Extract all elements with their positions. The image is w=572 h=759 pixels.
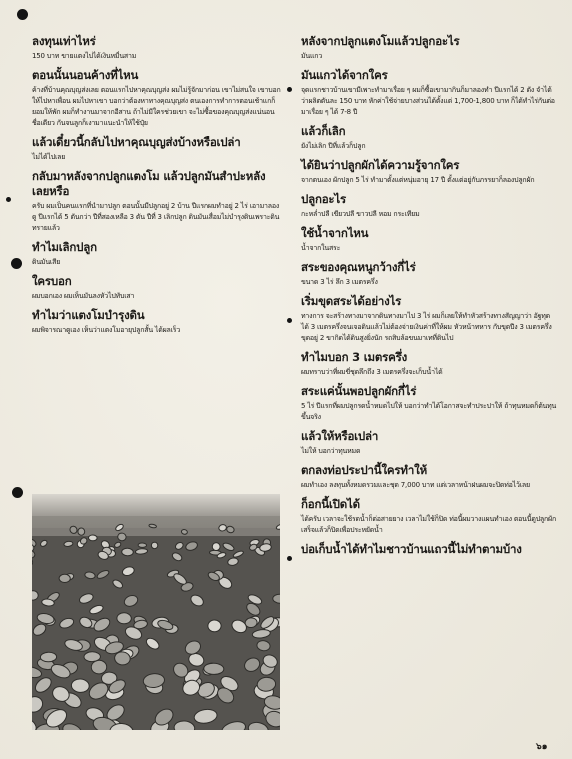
answer: กะหล่ำปลี เขียวปลี ขาวปลี หอม กระเทียม bbox=[301, 210, 420, 218]
qa-item bbox=[301, 463, 557, 491]
answer: ผมพิจารณาดูเอง เห็นว่าแตงโมอายุปลูกสั้น ได้ผลเร็ว bbox=[32, 326, 181, 334]
answer: ไม่ได้ไปเลย bbox=[32, 153, 66, 161]
qa-item bbox=[301, 226, 557, 254]
question: ใครบอก bbox=[32, 274, 72, 288]
leaf-shape bbox=[208, 620, 222, 632]
answer: ยังไม่เลิก ปีที่แล้วก็ปลูก bbox=[301, 142, 366, 150]
qa-item bbox=[301, 260, 557, 288]
qa-item bbox=[301, 542, 557, 557]
qa-item bbox=[301, 429, 557, 457]
question: ใช้น้ำจากไหน bbox=[301, 226, 369, 240]
leaf-shape bbox=[84, 652, 101, 662]
question: แล้วเดี๋ยวนี้กลับไปหาคุณบุญส่งบ้างหรือเปล่า bbox=[32, 135, 241, 149]
question: หลังจากปลูกแตงโมแล้วปลูกอะไร bbox=[301, 34, 460, 48]
leaf-shape bbox=[59, 574, 70, 582]
page-number: ๖๑ bbox=[536, 742, 548, 752]
question: แล้วให้หรือเปล่า bbox=[301, 429, 379, 443]
question: ลงทุนเท่าไหร่ bbox=[32, 34, 96, 48]
answer: ไม่ให้ บอกว่าทุนหมด bbox=[301, 447, 361, 455]
answer: ผมทำเอง ลงทุนทั้งหมดรวมและชุด 7,000 บาท แต่เวลาหน้าฝนผมจะปิดท่อไว้เลย bbox=[301, 481, 530, 489]
bullet-mark bbox=[287, 318, 292, 323]
question: สระแค่นั้นพอปลูกผักกี่ไร่ bbox=[301, 384, 417, 398]
answer: ทางการ จะสร้างทางมาจากดินทางมาไป 3 ไร่ ผมก็เลยให้ทำหัวสร้างทางสัญญาว่า อัฐทุดได้ 3 เมตรครึ่งจนเจอดินแล้วไม่ต้องจ่ายเงินค่าที่ให้ผม หัวหน้าทหาร กับขุดปีง 3 เมตรครึ่ง ขุดอยู่ 2 ขากิดได้ดินสูงยิ่งนัก รถสิบล้อขนมาเทที่ดินไป bbox=[301, 312, 552, 342]
leaf-shape bbox=[204, 663, 224, 675]
question: ตกลงท่อประปานี้ใครทำให้ bbox=[301, 463, 427, 477]
answer: ผมทราบว่าที่ผมขี่ชุดลึกถึง 3 เมตรครึ่งจะเก็บน้ำได้ bbox=[301, 368, 443, 376]
answer: ค้างที่บ้านคุณบุญส่งเลย ตอนแรกไปหาคุณบุญส่ง ผมไม่รู้จักมาก่อน เขาไม่สนใจ เขาบอกให้ไปหาเพื่อน ผมไปหาเขา บอกว่าต้องหาทางคุณบุญส่ง ตนเองการทำการตอนเช้าแกก็ยอมให้พัก ผมก็ทำงานมาจากอีสาน ถ้าไม่มีใครช่วยเขา จะไม่ซื้อของคุณบุญส่งแน่นอนชื่อเดียว กันจนลูกก็เงามาแนะนำให้ใช้ปุ๋ย bbox=[32, 86, 281, 127]
answer: มันแกว bbox=[301, 52, 323, 60]
qa-item bbox=[32, 240, 282, 268]
question: สระของคุณหนูกว้างกี่ไร่ bbox=[301, 260, 416, 274]
question: กลับมาหลังจากปลูกแตงโม แล้วปลูกมันสำปะหลังเลยหรือ bbox=[32, 169, 266, 198]
qa-item bbox=[32, 169, 282, 234]
question: ได้ยินว่าปลูกผักได้ความรู้จากใคร bbox=[301, 158, 460, 172]
leafy-plants-image bbox=[32, 494, 280, 730]
binder-hole bbox=[17, 9, 28, 20]
leaf-shape bbox=[117, 613, 132, 624]
binder-hole bbox=[12, 487, 23, 498]
qa-item bbox=[301, 192, 557, 220]
leaf-shape bbox=[88, 535, 97, 541]
qa-item bbox=[301, 497, 557, 536]
question: ตอนนั้นนอนค้างที่ไหน bbox=[32, 68, 139, 82]
qa-item bbox=[301, 34, 557, 62]
bullet-mark bbox=[6, 197, 11, 202]
qa-item bbox=[32, 34, 282, 62]
answer: 150 บาท ขายแตงไปได้เงินหมื่นสาม bbox=[32, 52, 137, 60]
qa-item bbox=[32, 68, 282, 129]
question: ทำไมบอก 3 เมตรครึ่ง bbox=[301, 350, 408, 364]
leaf-shape bbox=[138, 543, 147, 548]
question: ปลูกอะไร bbox=[301, 192, 346, 206]
qa-item bbox=[301, 158, 557, 186]
leaf-shape bbox=[122, 548, 134, 556]
bullet-mark bbox=[287, 556, 292, 561]
leaf-shape bbox=[40, 652, 57, 662]
question: ทำไมเลิกปลูก bbox=[32, 240, 97, 254]
qa-item bbox=[301, 68, 557, 118]
qa-item bbox=[32, 308, 282, 336]
answer: ได้ครับ เวลาจะใช้รดน้ำก็ต่อสายยาง เวลาไม่ใช้ก็ปิด ท่อนี้ผมวางแผนทำเอง ตอนนี้ดูปลูกผักเสร็จแล้วก็ปิดเพื่อประหยัดน้ำ bbox=[301, 515, 556, 534]
qa-item bbox=[32, 135, 282, 163]
qa-item bbox=[301, 294, 557, 344]
answer: ครับ ผมเป็นคนแรกที่นำมาปลูก ตอนนั้นมีปลูกอยู่ 2 บ้าน ปีแรกผมทำอยู่ 2 ไร่ เอามาลองดู ปีแรกได้ 5 ตันกว่า ปีที่สองเหลือ 3 ตัน ปีที่ 3 เลิกปลูก ดินมันเสื่อมไม่บำรุงดินเพราะดินทรายแล้ว bbox=[32, 202, 280, 232]
answer: ขนาด 3 ไร่ ลึก 3 เมตรครึ่ง bbox=[301, 278, 378, 286]
left-column bbox=[32, 34, 282, 342]
qa-item bbox=[301, 350, 557, 378]
qa-item bbox=[301, 384, 557, 423]
question: มันแกวได้จากใคร bbox=[301, 68, 388, 82]
qa-item bbox=[32, 274, 282, 302]
right-column bbox=[301, 34, 557, 559]
question: ก็อกนี้เปิดได้ bbox=[301, 497, 360, 511]
leaf-shape bbox=[78, 528, 85, 536]
question: แล้วก็เลิก bbox=[301, 124, 346, 138]
answer: น้ำจากในสระ bbox=[301, 244, 341, 252]
qa-item bbox=[301, 124, 557, 152]
question: บ่อเก็บน้ำได้ทำไมชาวบ้านแถวนี้ไม่ทำตามบ้าง bbox=[301, 542, 522, 556]
answer: จุดแรกชาวบ้านเขามีเพาะทำมาเรื่อย ๆ ผมก็ซื้อเขามากินก็มาลองทำ ปีแรกได้ 2 ตัง จำได้ว่าผลิตตันละ 150 บาท หักค่าใช้จ่ายบางส่วนได้ตั้งแต่ 1,700-1,800 บาท ก็ได้ทำไร่กันต่อมาเรื่อย ๆ ได้ 7-8 ปี bbox=[301, 86, 555, 116]
binder-hole bbox=[11, 258, 22, 269]
answer: 5 ไร่ ปีแรกที่ผมปลูกรดน้ำหมดไปให้ บอกว่าทำได้โอกาสจะทำประปาให้ ถ้าทุนหมดก็ต้นทุนขึ้นจริง bbox=[301, 402, 557, 421]
crop-field-photo bbox=[32, 494, 280, 730]
answer: ดินมันเสีย bbox=[32, 258, 61, 266]
answer: ผมบอกเอง ผมเห็นมันลงหัวไปทับเสา bbox=[32, 292, 135, 300]
bullet-mark bbox=[287, 87, 292, 92]
question: เริ่มขุดสระได้อย่างไร bbox=[301, 294, 402, 308]
question: ทำไมว่าแตงโมบำรุงดิน bbox=[32, 308, 145, 322]
answer: จากตนเอง ผักปลูก 5 ไร่ ทำมาตั้งแต่หนุ่มอายุ 17 ปี ตั้งแต่อยู่กับภรรยาก็ลองปลูกผัก bbox=[301, 176, 535, 184]
